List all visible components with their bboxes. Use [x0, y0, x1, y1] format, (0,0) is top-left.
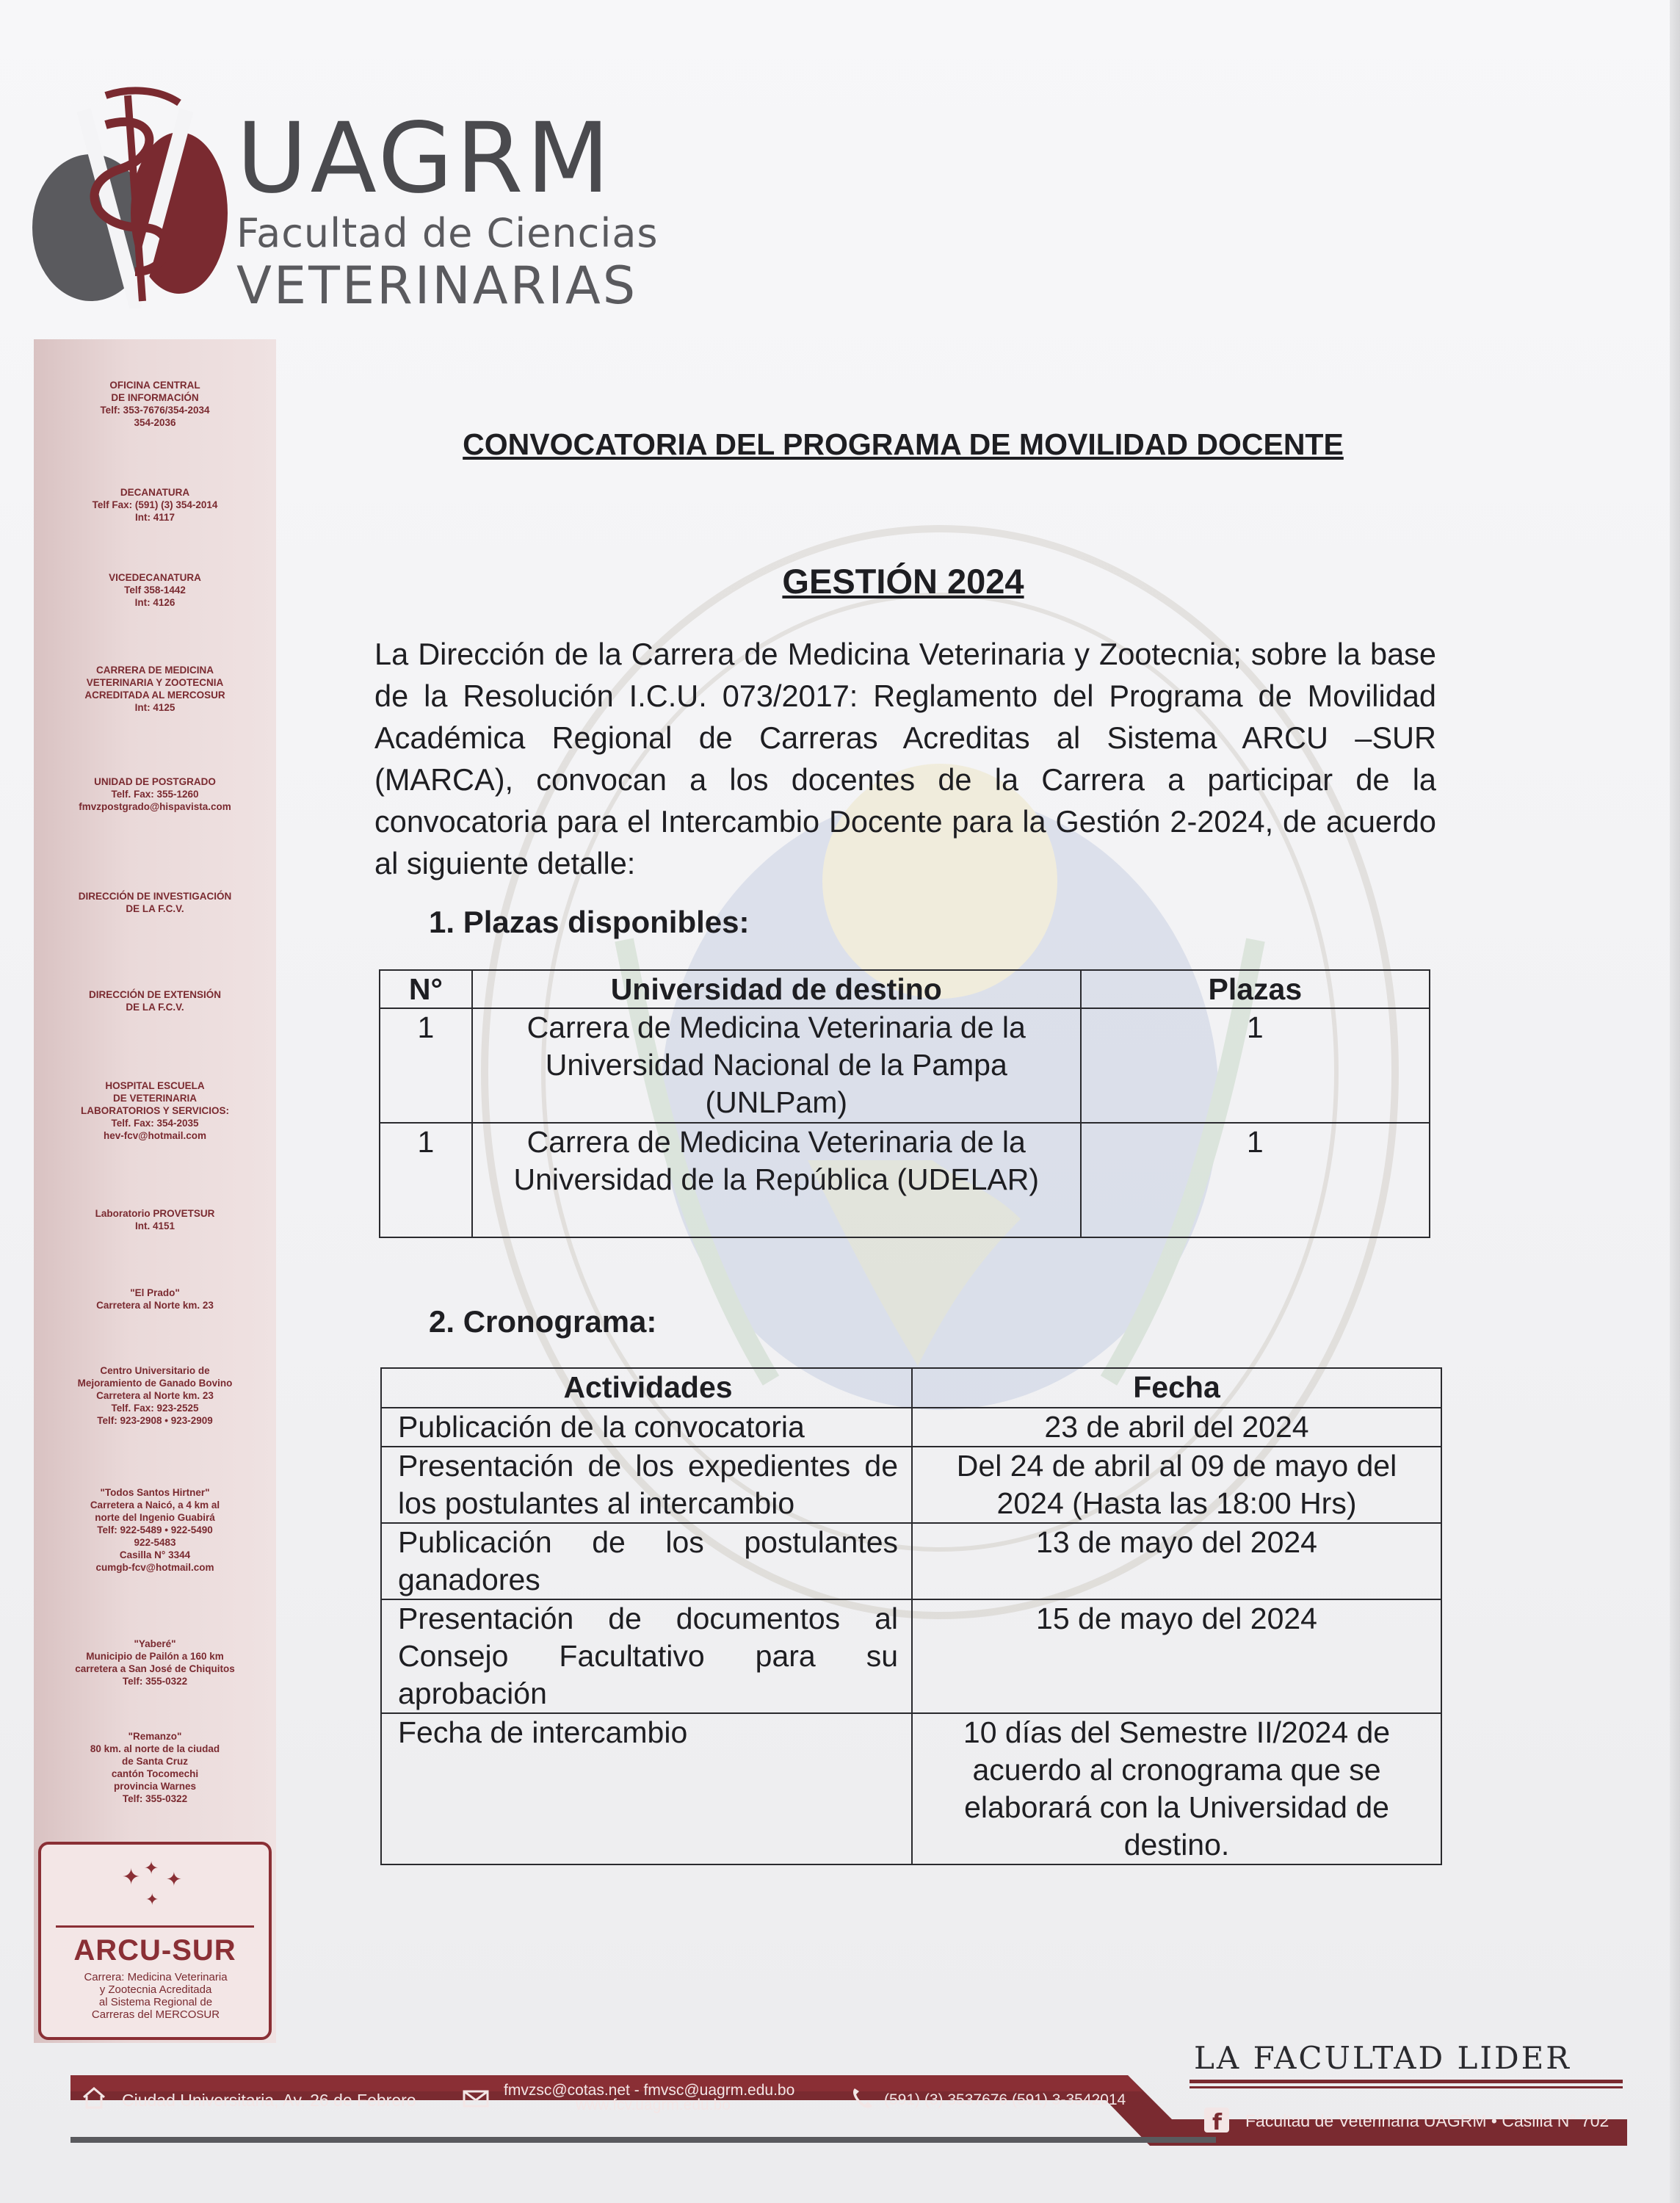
cell-fecha: 15 de mayo del 2024	[912, 1599, 1441, 1713]
table-row	[381, 1447, 1441, 1523]
sidebar-block: UNIDAD DE POSTGRADO Telf. Fax: 355-1260 fmvzpostgrado@hispavista.com	[79, 776, 231, 812]
cell-actividad: Fecha de intercambio	[381, 1713, 912, 1864]
table-row	[381, 1408, 1441, 1447]
table-row	[380, 1123, 1430, 1237]
envelope-icon	[463, 2090, 489, 2108]
cell-actividad: Presentación de documentos al Consejo Facultativo para su aprobación	[381, 1599, 912, 1713]
cell-actividad: Presentación de los expedientes de los postulantes al intercambio	[381, 1447, 912, 1523]
cell-plazas: 1	[1081, 1123, 1430, 1237]
document-title: CONVOCATORIA DEL PROGRAMA DE MOVILIDAD DOCENTE	[463, 427, 1344, 461]
footer-slogan: LA FACULTAD LIDER	[1194, 2040, 1571, 2076]
stars-icon	[100, 1855, 203, 1906]
svg-text:✦: ✦	[145, 1891, 159, 1906]
sidebar-block: VICEDECANATURA Telf 358-1442 Int: 4126	[109, 572, 201, 608]
footer-address: Ciudad Universitaria, Av. 26 de Febrero	[122, 2091, 416, 2110]
sidebar-block: DIRECCIÓN DE INVESTIGACIÓN DE LA F.C.V.	[78, 891, 232, 914]
table-row	[381, 1599, 1441, 1713]
cell-n: 1	[380, 1008, 472, 1123]
uagrm-logo-icon	[32, 81, 231, 308]
arcu-rule	[56, 1925, 254, 1928]
intro-paragraph: La Dirección de la Carrera de Medicina Veterinaria y Zootecnia; sobre la base de la Resolución I.C.U. 073/2017: Reglamento del Programa de Movilidad Académica Regional de Carreras Acreditas al Sistema ARCU –SUR (MARCA), convocan a los docentes de la Carrera a participar de la convocatoria para el Intercambio Docente para la Gestión 2-2024, de acuerdo al siguiente detalle:	[374, 637, 1436, 880]
table-header-row	[381, 1368, 1441, 1408]
cell-plazas: 1	[1081, 1008, 1430, 1123]
plazas-table	[379, 969, 1430, 1238]
footer-facebook: Facultad de Veterinaria UAGRM • Casilla N° 702	[1245, 2111, 1610, 2130]
cell-fecha: Del 24 de abril al 09 de mayo del 2024 (Hasta las 18:00 Hrs)	[912, 1447, 1441, 1523]
logo-wordmark	[236, 102, 659, 316]
sidebar-block: "El Prado" Carretera al Norte km. 23	[96, 1287, 214, 1311]
footer-rule	[70, 2137, 1216, 2143]
table-header-row	[380, 970, 1430, 1008]
facebook-icon	[1204, 2108, 1229, 2133]
sidebar-block: "Todos Santos Hirtner" Carretera a Naicó, a 4 km al norte del Ingenio Guabirá Telf: 922-5489 • 922-5490 922-5483 Casilla N° 3344 cumgb-fcv@hotmail.com	[90, 1487, 220, 1573]
col-header: Plazas	[1081, 970, 1430, 1008]
sidebar-block: HOSPITAL ESCUELA DE VETERINARIA LABORATORIOS Y SERVICIOS: Telf. Fax: 354-2035 hev-fcv@hotmail.com	[80, 1080, 230, 1141]
home-icon	[82, 2087, 106, 2109]
cell-actividad: Publicación de los postulantes ganadores	[381, 1523, 912, 1599]
table-row	[380, 1008, 1430, 1123]
arcu-subtitle: Carrera: Medicina Veterinaria y Zootecnia Acreditada al Sistema Regional de Carreras del MERCOSUR	[84, 1971, 228, 2021]
footer-email: fmvzsc@cotas.net - fmvsc@uagrm.edu.bo	[504, 2082, 795, 2099]
cell-actividad: Publicación de la convocatoria	[381, 1408, 912, 1447]
sidebar-block: "Yaberé" Municipio de Pailón a 160 km carretera a San José de Chiquitos Telf: 355-0322	[75, 1638, 235, 1687]
logo-facultad: Facultad de Ciencias	[236, 210, 659, 256]
svg-text:✦: ✦	[144, 1858, 159, 1878]
logo-veterinarias: VETERINARIAS	[236, 256, 638, 316]
sidebar-block: Laboratorio PROVETSUR Int. 4151	[95, 1208, 215, 1231]
col-header: Universidad de destino	[472, 970, 1081, 1008]
cell-fecha: 10 días del Semestre II/2024 de acuerdo al cronograma que se elaborará con la Universidad de destino.	[912, 1713, 1441, 1864]
table-row	[381, 1523, 1441, 1599]
cronograma-table	[380, 1367, 1442, 1865]
section-cronograma-heading: 2. Cronograma:	[429, 1304, 657, 1339]
table-row	[381, 1713, 1441, 1864]
sidebar-block: DECANATURA Telf Fax: (591) (3) 354-2014 Int: 4117	[92, 487, 218, 523]
cell-universidad: Carrera de Medicina Veterinaria de la Universidad Nacional de la Pampa (UNLPam)	[472, 1008, 1081, 1123]
arcu-sur-badge	[38, 1842, 272, 2040]
sidebar-block: "Remanzo" 80 km. al norte de la ciudad de Santa Cruz cantón Tocomechi provincia Warnes Telf: 355-0322	[90, 1731, 220, 1804]
col-header: Actividades	[381, 1368, 912, 1408]
col-header: Fecha	[912, 1368, 1441, 1408]
page-edge	[1670, 0, 1680, 2203]
footer-website: www.fcv.uagrm.edu.bo	[576, 2097, 731, 2113]
cell-n: 1	[380, 1123, 472, 1237]
cell-fecha: 23 de abril del 2024	[912, 1408, 1441, 1447]
logo-uagrm: UAGRM	[236, 102, 613, 215]
document-gestion: GESTIÓN 2024	[782, 562, 1024, 601]
svg-text:✦: ✦	[122, 1864, 141, 1890]
cell-fecha: 13 de mayo del 2024	[912, 1523, 1441, 1599]
phone-icon	[850, 2087, 874, 2109]
cell-universidad: Carrera de Medicina Veterinaria de la Universidad de la República (UDELAR)	[472, 1123, 1081, 1237]
sidebar-block: CARRERA DE MEDICINA VETERINARIA Y ZOOTECNIA ACREDITADA AL MERCOSUR Int: 4125	[84, 665, 225, 713]
sidebar-block: DIRECCIÓN DE EXTENSIÓN DE LA F.C.V.	[88, 989, 222, 1013]
sidebar-block: Centro Universitario de Mejoramiento de Ganado Bovino Carretera al Norte km. 23 Telf. Fax: 923-2525 Telf: 923-2908 • 923-2909	[77, 1365, 233, 1426]
arcu-title: ARCU-SUR	[73, 1934, 236, 1967]
svg-text:✦: ✦	[166, 1869, 182, 1891]
svg-text:f: f	[1212, 2110, 1223, 2133]
col-header: N°	[380, 970, 472, 1008]
footer-phone: (591) (3) 3537676 (591) 3-3542014	[884, 2091, 1126, 2108]
section-plazas-heading: 1. Plazas disponibles:	[429, 905, 750, 939]
sidebar-contacts	[34, 339, 276, 2043]
sidebar-block: OFICINA CENTRAL DE INFORMACIÓN Telf: 353-7676/354-2034 354-2036	[100, 380, 210, 428]
footer-bar	[70, 2075, 1627, 2146]
